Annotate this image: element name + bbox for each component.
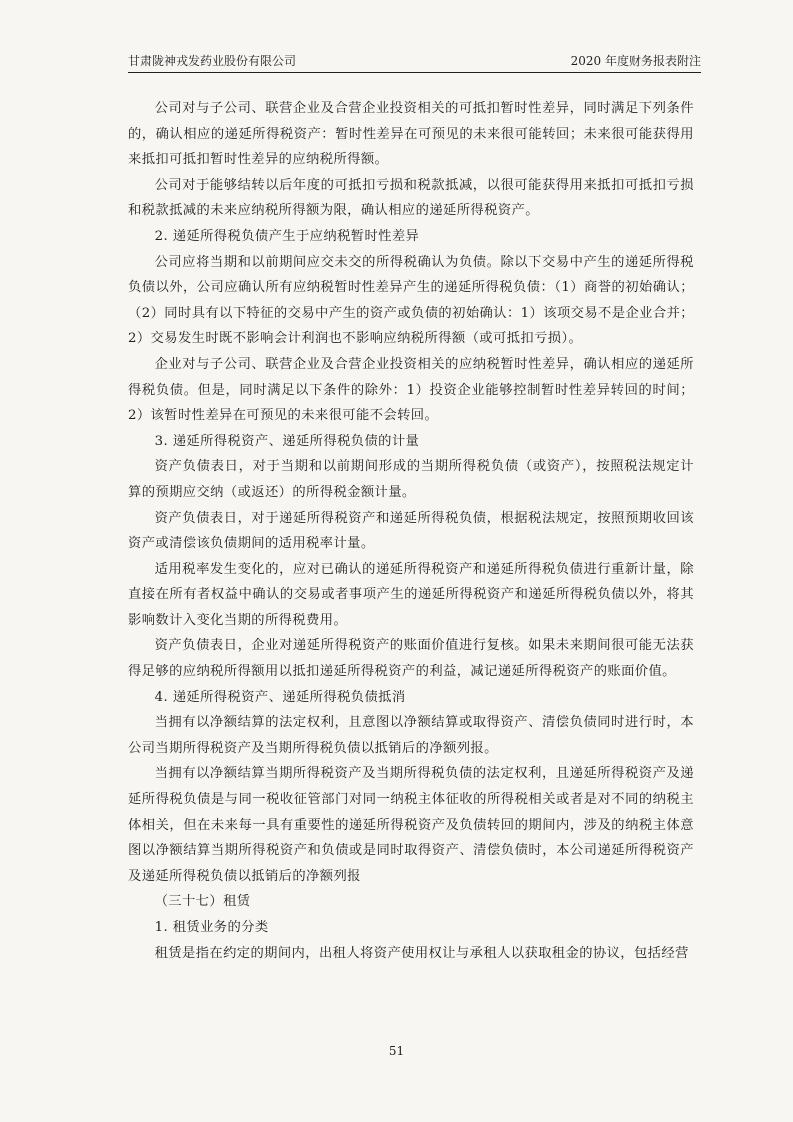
section-heading: 4. 递延所得税资产、递延所得税负债抵消 [154, 689, 406, 705]
paragraph: 公司对于能够结转以后年度的可抵扣亏损和税款抵减，以很可能获得用来抵扣可抵扣亏损和税款抵减的未来应纳税所得额为限，确认相应的递延所得税资产。 [128, 177, 694, 219]
paragraph: 资产负债表日，对于递延所得税资产和递延所得税负债，根据税法规定，按照预期收回该资产或清偿该负债期间的适用税率计量。 [128, 510, 694, 552]
paragraph: 适用税率发生变化的，应对已确认的递延所得税资产和递延所得税负债进行重新计量，除直接在所有者权益中确认的交易或者事项产生的递延所得税资产和递延所得税负债以外，将其影响数计入变化当期的所得税费用。 [128, 561, 694, 628]
header-company: 甘肃陇神戎发药业股份有限公司 [128, 54, 297, 68]
paragraph: 企业对与子公司、联营企业及合营企业投资相关的应纳税暂时性差异，确认相应的递延所得税负债。但是，同时满足以下条件的除外：1）投资企业能够控制暂时性差异转回的时间；2）该暂时性差异在可预见的未来很可能不会转回。 [128, 356, 694, 424]
paragraph: 当拥有以净额结算当期所得税资产及当期所得税负债的法定权利，且递延所得税资产及递延所得税负债是与同一税收征管部门对同一纳税主体征收的所得税相关或者是对不同的纳税主体相关，但在未来每一具有重要性的递延所得税资产及负债转回的期间内，涉及的纳税主体意图以净额结算当期所得税资产和负债或是同时取得资产、清偿负债时，本公司递延所得税资产及递延所得税负债以抵销后的净额列报 [128, 766, 694, 884]
paragraph: 资产负债表日，企业对递延所得税资产的账面价值进行复核。如果未来期间很可能无法获得足够的应纳税所得额用以抵扣递延所得税资产的利益，减记递延所得税资产的账面价值。 [128, 638, 694, 680]
section-heading: 3. 递延所得税资产、递延所得税负债的计量 [154, 433, 420, 449]
paragraph: 租赁是指在约定的期间内，出租人将资产使用权让与承租人以获取租金的协议，包括经营 [154, 945, 689, 961]
paragraph: 公司应将当期和以前期间应交未交的所得税确认为负债。除以下交易中产生的递延所得税负债以外，公司应确认所有应纳税暂时性差异产生的递延所得税负债：（1）商誉的初始确认；（2）同时具有以下特征的交易中产生的资产或负债的初始确认：1）该项交易不是企业合并；2）交易发生时既不影响会计利润也不影响应纳税所得额（或可抵扣亏损）。 [128, 254, 694, 347]
paragraph: 公司对与子公司、联营企业及合营企业投资相关的可抵扣暂时性差异，同时满足下列条件的，确认相应的递延所得税资产：暂时性差异在可预见的未来很可能转回；未来很可能获得用来抵扣可抵扣暂时性差异的应纳税所得额。 [128, 101, 694, 168]
paragraph: 当拥有以净额结算的法定权利，且意图以净额结算或取得资产、清偿负债同时进行时，本公司当期所得税资产及当期所得税负债以抵销后的净额列报。 [128, 715, 694, 756]
section-heading: 1. 租赁业务的分类 [154, 920, 269, 935]
page-header [128, 52, 701, 73]
paragraph: 资产负债表日，对于当期和以前期间形成的当期所得税负债（或资产），按照税法规定计算的预期应交纳（或返还）的所得税金额计量。 [128, 459, 694, 500]
body-text [128, 96, 694, 966]
section-heading: （三十七）租赁 [154, 894, 251, 910]
page-number: 51 [388, 1044, 405, 1058]
header-report-title: 2020 年度财务报表附注 [570, 54, 701, 68]
section-heading: 2. 递延所得税负债产生于应纳税暂时性差异 [154, 228, 420, 244]
